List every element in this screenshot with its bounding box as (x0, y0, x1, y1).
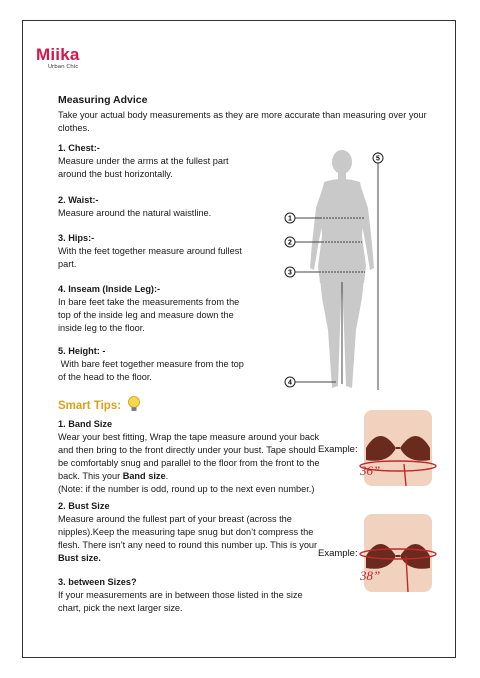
example-label-band: Example: (318, 444, 358, 455)
tip-heading: 3. between Sizes? (58, 577, 137, 587)
tip-text-bold: Bust size. (58, 553, 101, 563)
section-text: With bare feet together measure from the top of the head to the floor. (58, 359, 247, 382)
marker-label: 2 (288, 239, 292, 247)
marker-label: 1 (288, 215, 292, 223)
section-waist (58, 194, 243, 220)
advice-intro: Take your actual body measurements as they are more accurate than measuring over your clothes. (58, 110, 427, 133)
section-hips (58, 232, 243, 271)
tip-text (58, 431, 320, 483)
section-heading: 1. Chest:- (58, 143, 100, 153)
section-heading: 4. Inseam (Inside Leg):- (58, 284, 161, 294)
marker-label: 5 (376, 155, 380, 163)
band-size-illustration (358, 408, 438, 488)
section-heading: 3. Hips:- (58, 233, 95, 243)
tip-bust-size (58, 500, 320, 565)
advice-title: Measuring Advice (58, 94, 148, 106)
body-measurement-figure (280, 148, 390, 398)
tip-band-size (58, 418, 320, 496)
example-label-bust: Example: (318, 548, 358, 559)
section-height (58, 345, 248, 384)
tip-text (58, 513, 320, 565)
marker-label: 3 (288, 269, 292, 277)
measuring-advice (58, 94, 428, 135)
tip-heading: 1. Band Size (58, 419, 113, 429)
tip-text-part: . (165, 471, 169, 481)
tip-heading: 2. Bust Size (58, 501, 110, 511)
band-size-value: 36” (360, 463, 381, 478)
tip-text-bold: Band size (122, 471, 166, 481)
section-text: Measure under the arms at the fullest part around the bust horizontally. (58, 156, 229, 179)
tip-text-part: Measure around the fullest part of your breast (across the nipples).Keep the measuring tape snug but don’t compress the flesh. There isn’t any need to round this number up. This is your (58, 514, 318, 550)
section-inseam (58, 283, 243, 335)
smart-tips-label: Smart Tips: (58, 400, 122, 412)
section-heading: 5. Height: - (58, 346, 106, 356)
tip-between-sizes (58, 576, 320, 615)
section-chest (58, 142, 243, 181)
bust-size-illustration (358, 512, 438, 594)
bust-size-value: 38” (360, 568, 381, 583)
smart-tips-title (58, 395, 141, 413)
lightbulb-icon (127, 395, 141, 413)
brand-logo (36, 46, 80, 70)
brand-tagline: Urban Chic (48, 64, 79, 70)
brand-name: Miika (36, 45, 80, 64)
section-text: In bare feet take the measurements from the top of the inside leg and measure down the inside leg to the floor. (58, 297, 240, 333)
section-heading: 2. Waist:- (58, 195, 99, 205)
tip-text-part: Wear your best fitting, Wrap the tape measure around your back and then bring to the front directly under your bust. Tape should be comfortably snug and parallel to the floor from the front to the back. This your (58, 432, 320, 481)
tip-text: If your measurements are in between those listed in the size chart, pick the next larger size. (58, 590, 303, 613)
marker-label: 4 (288, 379, 292, 387)
section-text: With the feet together measure around fullest part. (58, 246, 242, 269)
tip-note: (Note: if the number is odd, round up to the next even number.) (58, 484, 315, 494)
section-text: Measure around the natural waistline. (58, 208, 212, 218)
